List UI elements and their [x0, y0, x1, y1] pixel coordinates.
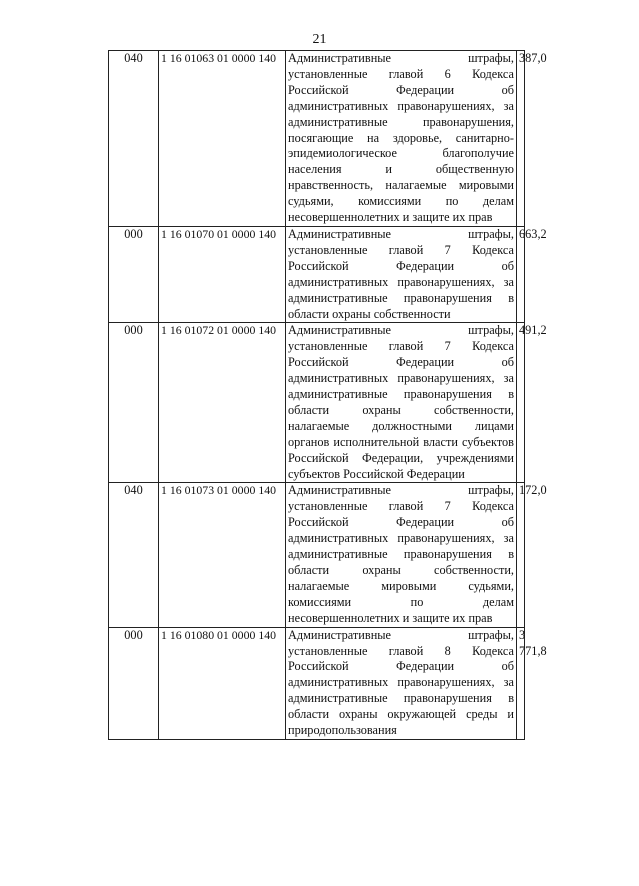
kbk-code-cell: 1 16 01063 01 0000 140 [159, 51, 286, 227]
amount-cell: 663,2 [517, 226, 525, 322]
description-cell: Административные штрафы, установленные главой 6 Кодекса Российской Федерации об административных правонарушениях, за административные правонарушения, посягающие на здоровье, санитарно-эпидемиологическое благополучие населения и общественную нравственность, налагаемые мировыми судьями, комиссиями по делам несовершеннолетних и защите их прав [286, 51, 517, 227]
admin-code-cell: 000 [109, 627, 159, 739]
kbk-code-cell: 1 16 01070 01 0000 140 [159, 226, 286, 322]
amount-cell: 172,0 [517, 483, 525, 627]
amount-cell: 491,2 [517, 323, 525, 483]
admin-code-cell: 000 [109, 323, 159, 483]
kbk-code-cell: 1 16 01080 01 0000 140 [159, 627, 286, 739]
table-row [109, 226, 525, 322]
kbk-code-cell: 1 16 01073 01 0000 140 [159, 483, 286, 627]
table-row [109, 51, 525, 227]
admin-code-cell: 040 [109, 51, 159, 227]
description-cell: Административные штрафы, установленные главой 8 Кодекса Российской Федерации об административных правонарушениях, за административные правонарушения в области охраны окружающей среды и природопользования [286, 627, 517, 739]
admin-code-cell: 000 [109, 226, 159, 322]
table-row [109, 627, 525, 739]
description-cell: Административные штрафы, установленные главой 7 Кодекса Российской Федерации об административных правонарушениях, за административные правонарушения в области охраны собственности, налагаемые мировыми судьями, комиссиями по делам несовершеннолетних и защите их прав [286, 483, 517, 627]
admin-code-cell: 040 [109, 483, 159, 627]
budget-revenue-table [108, 50, 547, 740]
description-cell: Административные штрафы, установленные главой 7 Кодекса Российской Федерации об административных правонарушениях, за административные правонарушения в области охраны собственности [286, 226, 517, 322]
table-body [109, 51, 547, 740]
page-number: 21 [312, 32, 327, 47]
amount-cell: 3 771,8 [517, 627, 525, 739]
table-row [109, 483, 525, 627]
description-cell: Административные штрафы, установленные главой 7 Кодекса Российской Федерации об административных правонарушениях, за административные правонарушения в области охраны собственности, налагаемые должностными лицами органов исполнительной власти субъектов Российской Федерации, учреждениями субъектов Российской Федерации [286, 323, 517, 483]
kbk-code-cell: 1 16 01072 01 0000 140 [159, 323, 286, 483]
table-row [109, 323, 525, 483]
amount-cell: 387,0 [517, 51, 525, 227]
